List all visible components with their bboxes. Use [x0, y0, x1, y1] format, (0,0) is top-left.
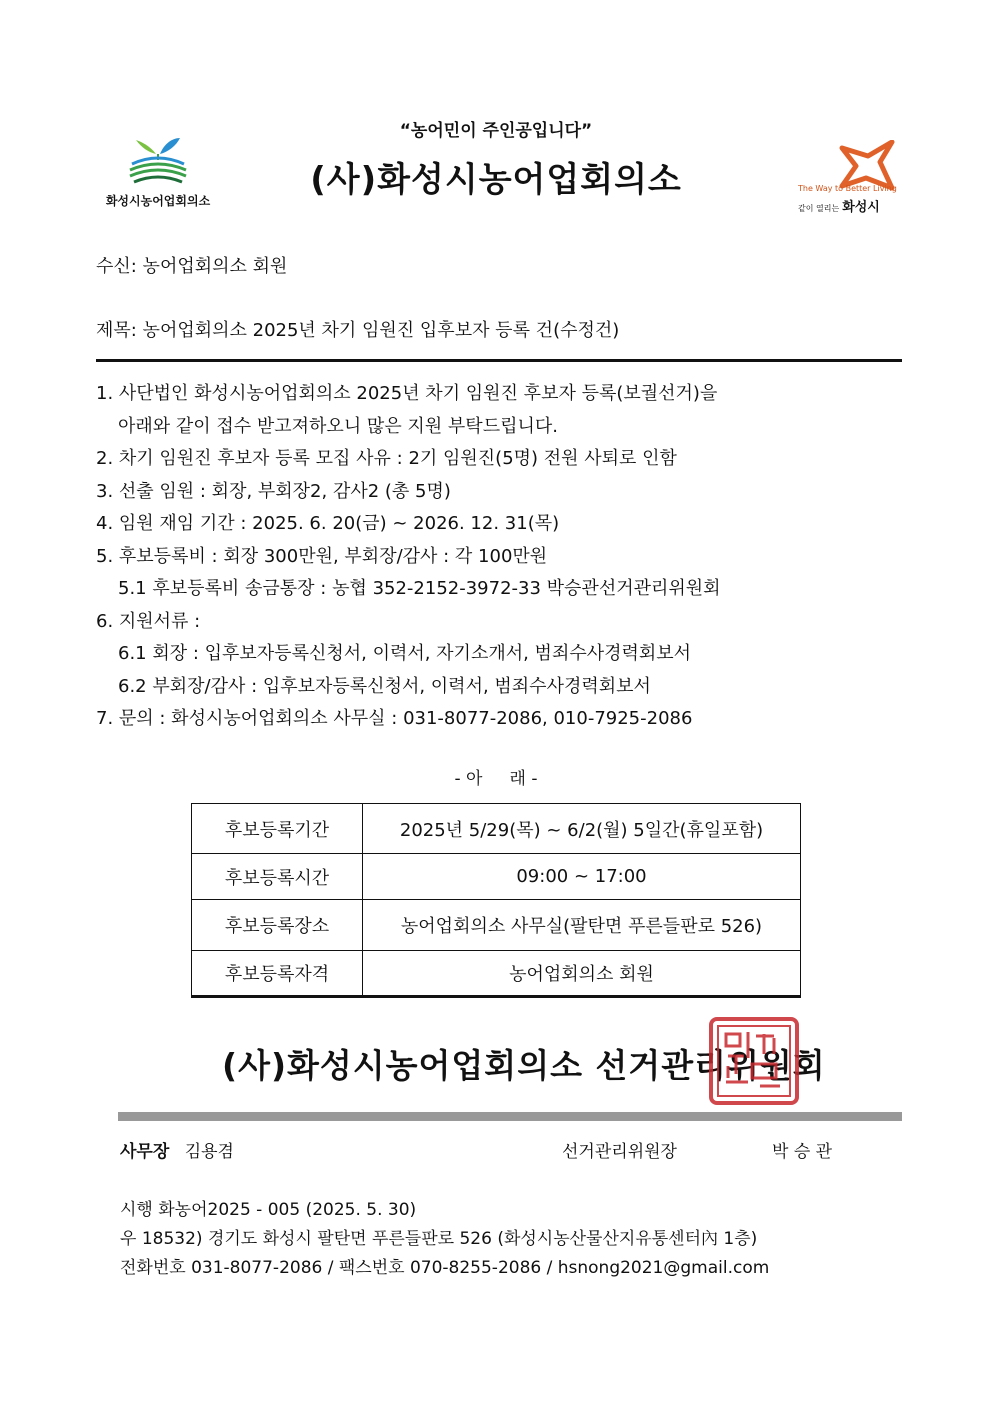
contact-info: 전화번호 031-8077-2086 / 팩스번호 070-8255-2086 / hsnong2021@gmail.com [120, 1258, 770, 1278]
list-item: 4. 임원 재임 기간 : 2025. 6. 20(금) ~ 2026. 12. 31(목) [96, 513, 560, 534]
list-item: 6.1 회장 : 입후보자등록신청서, 이력서, 자기소개서, 범죄수사경력회보서 [118, 643, 692, 664]
table-value: 2025년 5/29(목) ~ 6/2(월) 5일간(휴일포함) [363, 804, 801, 854]
table-row [192, 854, 801, 900]
body-list [96, 378, 916, 736]
recipient-line: 수신: 농어업회의소 회원 [96, 256, 288, 277]
table-key: 후보등록자격 [192, 951, 363, 997]
divider [118, 1112, 902, 1121]
document-footer [120, 1196, 769, 1283]
page-title: (사)화성시농어업회의소 [310, 160, 682, 200]
subject-line: 제목: 농어업회의소 2025년 차기 임원진 입후보자 등록 건(수정건) [96, 320, 620, 341]
list-item: 1. 사단법인 화성시농어업회의소 2025년 차기 임원진 후보자 등록(보궐선거)을 [96, 383, 718, 404]
doc-number: 시행 화농어2025 - 005 (2025. 5. 30) [120, 1200, 417, 1220]
table-value: 농어업회의소 회원 [363, 951, 801, 997]
city-logo-tagline: The Way to Better Living [798, 184, 897, 193]
secretary-title: 사무장 [120, 1142, 170, 1162]
table-value: 농어업회의소 사무실(팔탄면 푸른들판로 526) [363, 900, 801, 951]
left-logo-caption: 화성시농어업회의소 [105, 194, 211, 208]
address: 우 18532) 경기도 화성시 팔탄면 푸른들판로 526 (화성시농산물산지유통센터內 1층) [120, 1229, 758, 1249]
slogan: “농어민이 주인공입니다” [399, 121, 593, 141]
table-key: 후보등록시간 [192, 854, 363, 900]
city-logo-small: 같이 열리는 [798, 204, 840, 213]
city-logo-right [790, 140, 900, 215]
list-item: 5. 후보등록비 : 회장 300만원, 부회장/감사 : 각 100만원 [96, 545, 548, 567]
table-row [192, 951, 801, 997]
divider [96, 359, 902, 362]
chair-title: 선거관리위원장 [562, 1142, 677, 1162]
committee-name: (사)화성시농어업회의소 선거관리위원회 [222, 1046, 826, 1085]
list-item: 3. 선출 임원 : 회장, 부회장2, 감사2 (총 5명) [96, 480, 451, 502]
table-row [192, 900, 801, 951]
official-seal-icon [708, 1016, 800, 1106]
table-key: 후보등록기간 [192, 804, 363, 854]
registration-table [191, 803, 801, 998]
chair-name: 박 승 관 [772, 1142, 833, 1162]
list-item: 5.1 후보등록비 송금통장 : 농협 352-2152-3972-33 박승관선거관리위원회 [118, 578, 721, 599]
table-key: 후보등록장소 [192, 900, 363, 951]
list-item: 2. 차기 임원진 후보자 등록 모집 사유 : 2기 임원진(5명) 전원 사퇴로 인함 [96, 448, 677, 469]
table-row [192, 804, 801, 854]
city-logo-name [798, 196, 880, 215]
table-value: 09:00 ~ 17:00 [363, 854, 801, 900]
secretary-signature [120, 1137, 234, 1162]
secretary-name: 김용겸 [184, 1142, 234, 1162]
list-item: 아래와 같이 접수 받고져하오니 많은 지원 부탁드립니다. [118, 415, 558, 437]
list-item: 6.2 부회장/감사 : 입후보자등록신청서, 이력서, 범죄수사경력회보서 [118, 675, 651, 697]
section-heading: - 아 래 - [454, 769, 538, 789]
list-item: 7. 문의 : 화성시농어업회의소 사무실 : 031-8077-2086, 010-7925-2086 [96, 708, 693, 729]
city-logo-city: 화성시 [842, 200, 880, 215]
list-item: 6. 지원서류 : [96, 610, 201, 632]
